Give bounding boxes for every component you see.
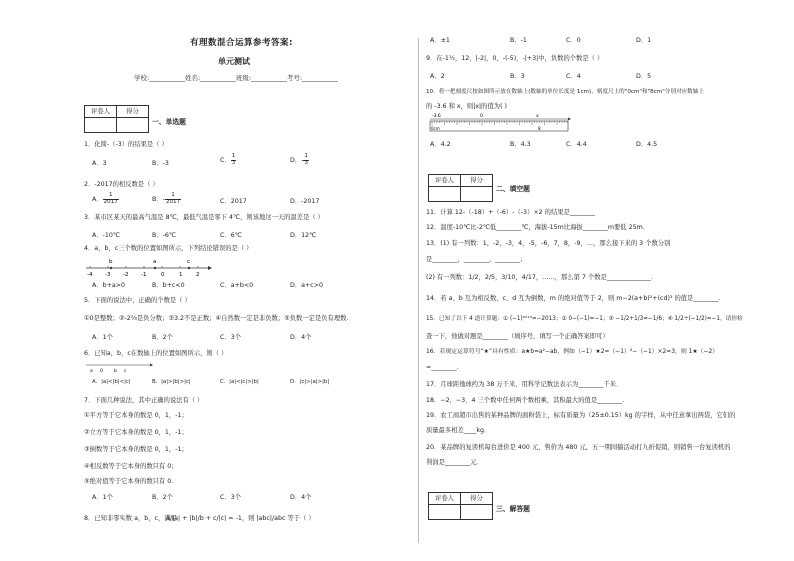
question-17: 17．月球距地球约为 38 万千米，用科学记数法表示为________千米． (426, 381, 623, 388)
q5-option-a[interactable]: A．1个 (92, 334, 113, 341)
q7-statement: ④相反数等于它本身的数只有 0； (84, 463, 178, 470)
q1-option-c-fraction (231, 154, 237, 166)
question-9: 9．在-1½，12，|-2|，0，-(-5)，-|+3|中，负数的个数是（ ） (426, 55, 604, 62)
q6-label-a: a (90, 369, 93, 373)
q2-a-num: 1 (103, 193, 119, 200)
page-title: 有理数混合运算参考答案: (190, 38, 293, 48)
score-grader-cell[interactable] (429, 505, 461, 520)
q8-option-a[interactable]: A．±1 (430, 37, 450, 44)
q9-option-a[interactable]: A．2 (430, 73, 445, 80)
question-18: 18．−2，−3，4 三个数中任何两个数相乘，其积最大的值是________. (426, 397, 625, 404)
q6-option-b[interactable]: B．|a|>|b|>|c| (152, 379, 191, 385)
question-20-line2: 利润是________元． (426, 459, 483, 466)
column-divider (418, 38, 419, 543)
q4-tick-label: -4 (87, 272, 93, 278)
score-grader-cell[interactable] (429, 187, 461, 202)
question-16-line2: =________. (426, 364, 459, 371)
q1-d-den: 3 (304, 159, 308, 166)
q10-ruler-eight: 8 (538, 126, 541, 131)
score-points-cell[interactable] (461, 187, 493, 202)
q5-option-d[interactable]: D．4个 (290, 334, 312, 341)
score-points-header: 得分 (461, 493, 493, 505)
q2-option-b-fraction (165, 193, 181, 205)
q2-b-den: 2017 (165, 198, 181, 205)
q4-option-d[interactable]: D．a+c>0 (290, 282, 324, 289)
q3-option-c[interactable]: C．6℃ (220, 232, 242, 239)
q7-statement: ②立方等于它本身的数是 0，1，-1； (84, 429, 188, 436)
question-20-line1: 20．某品牌的复读机每台进价是 400 元，售价为 480 元，五一期间搞活动打九折促销，则销售一台复读机的 (426, 444, 731, 451)
question-19-line1: 19．农工商超市出售的某种品牌的面粉袋上，标有质量为（25±0.15）kg 的字样，从中任意拿出两袋，它们的 (426, 412, 736, 419)
q4-tick-label: -2 (123, 272, 129, 278)
q10-ruler-figure (428, 113, 578, 135)
q7-option-c[interactable]: C．3个 (220, 494, 241, 501)
q4-tick-label: -1 (141, 272, 147, 278)
q6-option-d[interactable]: D．|c|>|a|>|b| (290, 379, 330, 385)
question-15-line2: 查一下，他做对题是________（填序号，填写一个正确答案即可） (426, 333, 609, 340)
question-13-line2: 是________，________，________; (426, 256, 523, 263)
q2-b-num: 1 (165, 193, 181, 200)
question-4: 4．a，b，c三个数的位置如图所示，下列结论错误的是（ ） (84, 245, 253, 252)
q9-option-c[interactable]: C．4 (566, 73, 581, 80)
score-grader-cell[interactable] (85, 118, 117, 133)
q1-c-den: 3 (231, 159, 236, 166)
q8-option-c[interactable]: C．0 (566, 37, 581, 44)
q6-option-a[interactable]: A．|a|<|b|<|c| (92, 379, 131, 385)
q2-option-d[interactable]: D．-2017 (290, 198, 320, 205)
score-grader-header: 评卷人 (429, 493, 461, 505)
q7-option-d[interactable]: D．4个 (290, 494, 312, 501)
q1-c-num: 1 (231, 153, 236, 159)
q2-option-c[interactable]: C．2017 (220, 198, 247, 205)
q5-statements: ①0是整数；②-2⅔是负分数；③3.2不是正数；④自然数一定是非负数；⑤负数一定是负有理数. (84, 315, 349, 322)
q1-option-d-prefix: D．- (290, 157, 304, 165)
q4-point-c: c (187, 259, 191, 265)
q9-option-b[interactable]: B．3 (510, 73, 525, 80)
q10-ruler-zero-cm: 0cm (431, 126, 440, 131)
question-2: 2．-2017的相反数是（ ） (84, 181, 159, 188)
q3-option-d[interactable]: D．12℃ (290, 232, 317, 239)
q2-option-b-prefix: B．- (152, 196, 165, 204)
question-12: 12．温度-10℃比-2℃低________℃，海拔-15m比海拔________m要低 25m． (426, 224, 650, 231)
q3-option-a[interactable]: A．-10℃ (92, 232, 120, 239)
question-10-line1: 10．将一把刻度尺按如图所示放在数轴上(数轴的单位长度是 1cm)，刻度尺上的"0cm"和"8cm"分别对应数轴上 (426, 89, 704, 95)
q4-tick-label: 1 (179, 272, 183, 278)
q6-label-c: c (124, 369, 127, 373)
section-title-answers: 三、解答题 (496, 505, 530, 513)
question-14: 14．若 a、b 互为相反数，c、d 互为倒数，m 的绝对值等于 2，则 m−2(a+b)²+(cd)³ 的值是________. (426, 295, 721, 302)
q1-option-c-prefix: C． (220, 157, 231, 165)
q8-expression: a/|a| + |b|/b + c/|c| = -1，则 |abc|/abc 等于（ ） (166, 515, 315, 522)
q6-number-line (84, 361, 156, 373)
q10-option-b[interactable]: B．4.3 (510, 141, 531, 148)
score-table-2 (428, 174, 493, 202)
q3-option-b[interactable]: B．-6℃ (152, 232, 176, 239)
q10-option-a[interactable]: A．4.2 (430, 141, 451, 148)
question-6: 6．已知a，b，c在数轴上的位置如图所示，则（ ） (84, 350, 228, 357)
question-8: 8．已知非零实数 a，b，c，满足 (84, 515, 177, 522)
q5-option-c[interactable]: C．3个 (220, 334, 241, 341)
question-13-line1: 13．(1) 有一列数：1，-2，-3，4，-5，-6，7，8，-9，…，那么接下来的 3 个数分别 (426, 240, 671, 247)
q7-option-a[interactable]: A．1个 (92, 494, 113, 501)
section-title-single-choice: 一、单选题 (152, 118, 186, 126)
q1-option-d-fraction (303, 154, 309, 166)
question-3: 3．某市区某天的最高气温是 8℃，最低气温是零下 4℃，则该地这一天的温差是（ ） (84, 214, 324, 221)
q7-statement: ⑤绝对值等于它本身的数只有 0. (84, 478, 174, 485)
q10-label-start: -3.6 (432, 114, 441, 119)
q4-point-a: a (153, 259, 157, 265)
question-10-line2: 的 -3.6 和 x，则|x|的值为( ) (426, 103, 507, 110)
question-16-line1: 16．若规定运算符号“★”具有性质：a★b=a²−ab，例如（−1）★2=（−1）²−（−1）×2=3，则 1★（−2） (426, 349, 719, 355)
q2-option-a-prefix: A． (92, 196, 103, 204)
q9-option-d[interactable]: D．5 (636, 73, 652, 80)
section-title-fill-in: 二、填空题 (496, 185, 530, 193)
q1-option-a[interactable]: A．3 (92, 160, 107, 167)
q2-option-a[interactable] (92, 193, 119, 205)
q2-option-b[interactable] (152, 193, 181, 205)
q8-option-b[interactable]: B．-1 (510, 37, 527, 44)
q5-option-b[interactable]: B．2个 (152, 334, 173, 341)
q4-tick-label: -3 (105, 272, 111, 278)
q4-option-c[interactable]: C．a+b<0 (220, 282, 254, 289)
q7-statement: ①平方等于它本身的数是 0，1，-1； (84, 412, 188, 419)
score-points-header: 得分 (117, 106, 149, 118)
question-5: 5．下面的说法中，正确的个数是（ ） (84, 297, 191, 304)
q1-option-c[interactable] (220, 154, 236, 166)
student-info-line: 学校:___________姓名:___________班级:___________考号:___________ (134, 74, 338, 82)
q7-statement: ③倒数等于它本身的数是 0，1，-1； (84, 446, 188, 453)
q7-option-b[interactable]: B．2个 (152, 494, 173, 501)
score-grader-header: 评卷人 (429, 175, 461, 187)
q10-option-c[interactable]: C．4.4 (566, 141, 587, 148)
score-points-header: 得分 (461, 175, 493, 187)
score-points-cell[interactable] (461, 505, 493, 520)
q2-option-a-fraction (103, 193, 119, 205)
score-table-3 (428, 492, 493, 520)
question-15-line1: 15．已知了以下 4 道计算题：① (−1)²⁰¹³=−2013；② 0−(−1)=−1；③ −1/2+1/3=−1/6；④ 1/2÷(−1/2)=−1，请你检 (426, 316, 743, 322)
q10-option-d[interactable]: D．4.5 (636, 141, 658, 148)
q4-tick-label: 2 (196, 272, 200, 278)
question-13-line3: (2) 有一列数：1/2，2/5，3/10，4/17，……，那么第 7 个数是______________. (426, 274, 653, 281)
q4-point-b: b (109, 259, 113, 265)
score-grader-header: 评卷人 (85, 106, 117, 118)
q4-number-line (84, 256, 214, 278)
q8-option-d[interactable]: D．1 (636, 37, 652, 44)
q10-label-x: x (536, 114, 539, 119)
q1-d-num: 1 (304, 153, 308, 159)
score-points-cell[interactable] (117, 118, 149, 133)
q10-label-zero: 0 (480, 114, 483, 119)
q4-option-b[interactable]: B．b+c<0 (152, 282, 185, 289)
question-19-line2: 质量最多相差____kg． (426, 427, 491, 434)
question-11: 11．计算 12-（-18）+（-6）-（-3）×2 的结果是________ (426, 209, 596, 216)
q4-option-a[interactable]: A．b+a>0 (92, 282, 126, 289)
q6-option-c[interactable]: C．|a|<|c|>|b| (220, 379, 259, 385)
q1-option-d[interactable] (290, 154, 309, 166)
question-7: 7．下面几种说法，其中正确的说法有（ ） (84, 397, 204, 404)
q2-a-den: 2017 (103, 198, 118, 205)
q6-label-b: b (114, 369, 117, 373)
question-1: 1．化简-（-3）的结果是（ ） (84, 141, 168, 148)
page-subtitle: 单元测试 (218, 57, 250, 66)
q4-tick-label: 0 (161, 272, 165, 278)
q1-option-b[interactable]: B．-3 (152, 160, 169, 167)
q6-label-0: 0 (100, 369, 103, 373)
score-table (84, 105, 149, 133)
